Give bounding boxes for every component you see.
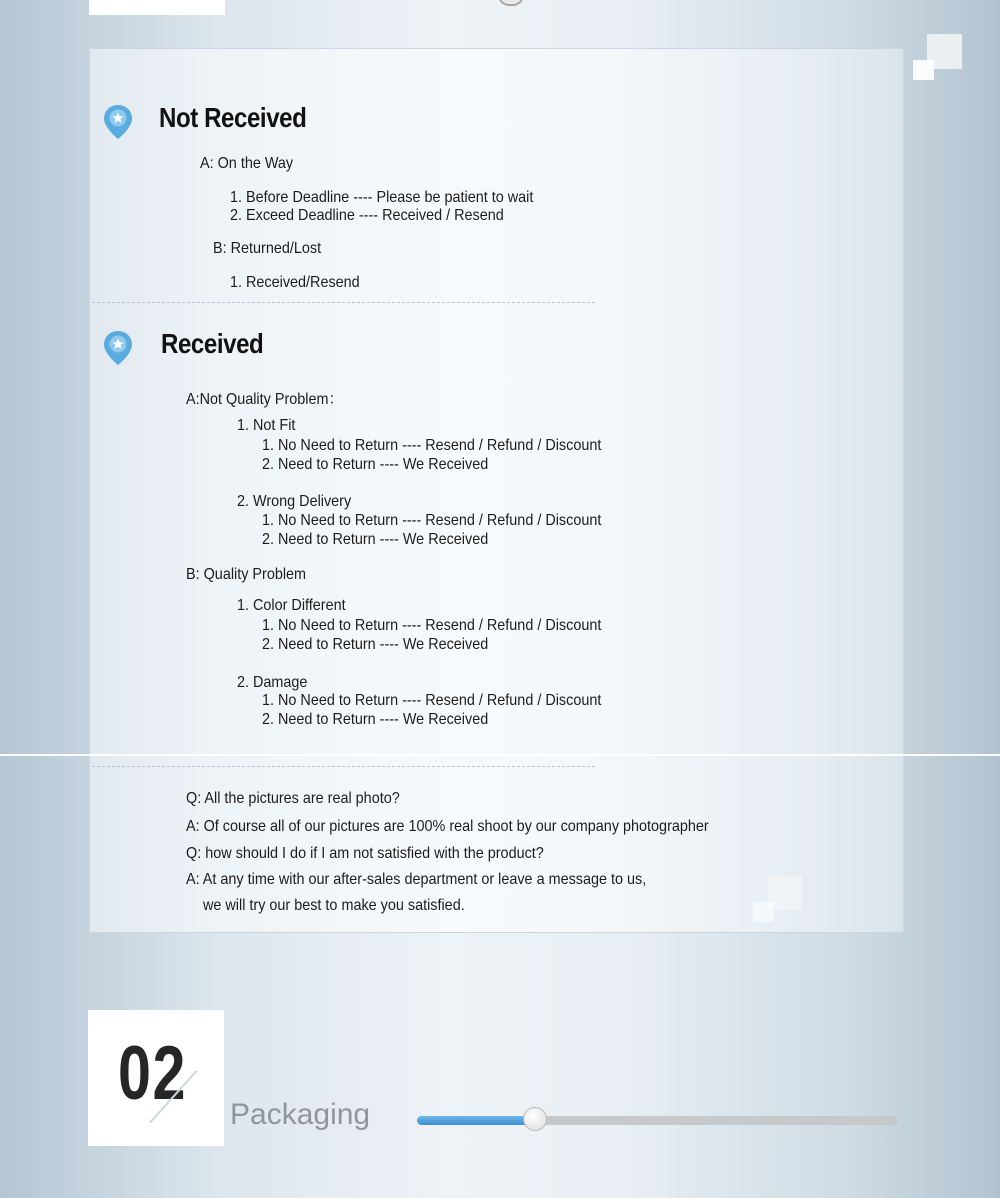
list-item: 1. No Need to Return ---- Resend / Refund / Discount bbox=[262, 437, 602, 454]
list-item: 2. Need to Return ---- We Received bbox=[262, 456, 489, 473]
list-group-label: 2. Wrong Delivery bbox=[237, 493, 352, 510]
faq-line: A: Of course all of our pictures are 100% real shoot by our company photographer bbox=[186, 818, 709, 835]
faq-line: A: At any time with our after-sales department or leave a message to us, bbox=[186, 871, 647, 888]
location-pin-icon bbox=[103, 104, 133, 140]
decor-square bbox=[913, 60, 934, 80]
sub-heading: B: Returned/Lost bbox=[213, 240, 322, 257]
dotted-divider bbox=[92, 302, 595, 303]
list-group-label: 1. Not Fit bbox=[237, 417, 296, 434]
decor-square bbox=[753, 902, 774, 922]
section-heading: Received bbox=[161, 328, 264, 359]
dotted-divider bbox=[92, 766, 595, 767]
list-item: 2. Need to Return ---- We Received bbox=[262, 531, 489, 548]
faq-line: we will try our best to make you satisfied. bbox=[203, 897, 465, 914]
location-pin-icon bbox=[103, 330, 133, 366]
list-item: 2. Need to Return ---- We Received bbox=[262, 636, 489, 653]
section-title: Packaging bbox=[230, 1098, 371, 1131]
faq-line: Q: All the pictures are real photo? bbox=[186, 790, 400, 807]
previous-slider-knob bbox=[498, 0, 524, 6]
section-heading: Not Received bbox=[159, 102, 307, 133]
progress-knob bbox=[523, 1107, 547, 1131]
sub-heading: A:Not Quality Problem： bbox=[186, 391, 343, 408]
list-item: 1. No Need to Return ---- Resend / Refund / Discount bbox=[262, 692, 602, 709]
list-group-label: 2. Damage bbox=[237, 674, 308, 691]
list-group-label: 1. Color Different bbox=[237, 597, 346, 614]
list-item: 1. Received/Resend bbox=[230, 274, 360, 291]
list-item: 1. Before Deadline ---- Please be patient to wait bbox=[230, 189, 534, 206]
previous-section-number-box bbox=[89, 0, 225, 15]
progress-fill bbox=[417, 1116, 535, 1125]
list-item: 1. No Need to Return ---- Resend / Refund / Discount bbox=[262, 617, 602, 634]
list-item: 1. No Need to Return ---- Resend / Refund / Discount bbox=[262, 512, 602, 529]
section-number: 02 bbox=[118, 1031, 188, 1116]
sub-heading: A: On the Way bbox=[200, 155, 294, 172]
sub-heading: B: Quality Problem bbox=[186, 566, 307, 583]
light-streak bbox=[0, 754, 1000, 756]
list-item: 2. Need to Return ---- We Received bbox=[262, 711, 489, 728]
faq-line: Q: how should I do if I am not satisfied with the product? bbox=[186, 845, 544, 862]
list-item: 2. Exceed Deadline ---- Received / Resend bbox=[230, 207, 504, 224]
